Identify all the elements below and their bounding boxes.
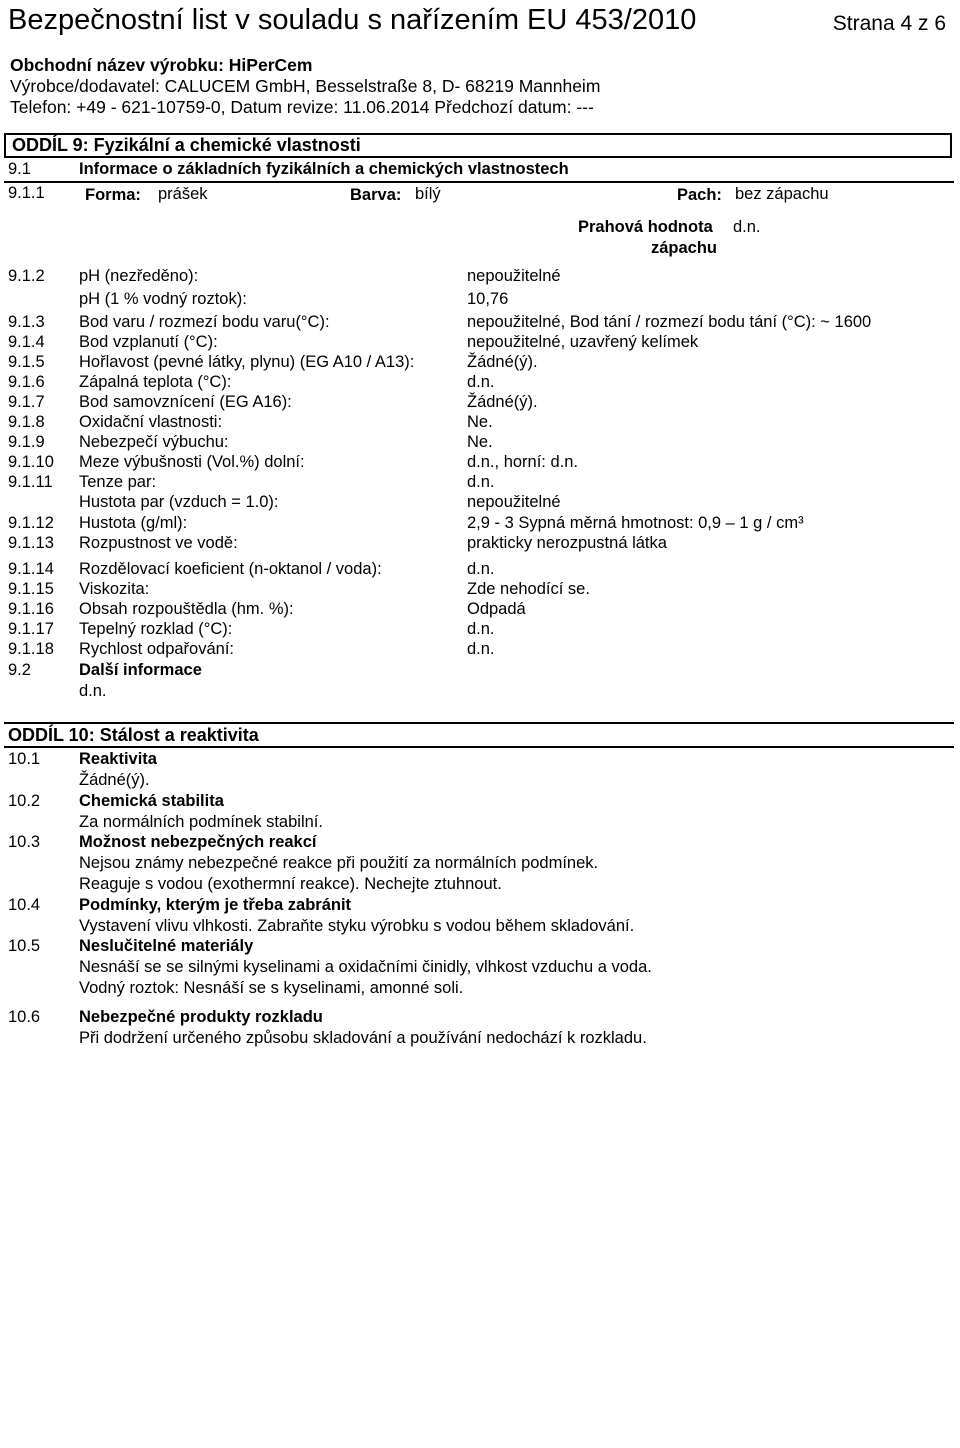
divider	[4, 181, 954, 183]
divider	[4, 746, 954, 748]
property-num: 9.1.7	[8, 393, 45, 411]
s91-label: Informace o základních fyzikálních a chemických vlastnostech	[79, 160, 569, 178]
property-value: nepoužitelné, Bod tání / rozmezí bodu tání (°C): ~ 1600	[467, 313, 872, 331]
property-value: d.n., horní: d.n.	[467, 453, 578, 471]
document-title: Bezpečnostní list v souladu s nařízením EU 453/2010	[8, 4, 697, 36]
item-heading: Reaktivita	[79, 750, 157, 768]
page-number: Strana 4 z 6	[832, 12, 946, 35]
property-value: prakticky nerozpustná látka	[467, 534, 667, 552]
s92-num: 9.2	[8, 661, 31, 679]
property-value: nepoužitelné	[467, 267, 561, 285]
property-value: Zde nehodící se.	[467, 580, 590, 598]
property-value: Odpadá	[467, 600, 526, 618]
property-label: pH (1 % vodný roztok):	[79, 290, 247, 308]
item-text: Žádné(ý).	[79, 771, 150, 789]
item-text: Nejsou známy nebezpečné reakce při použití za normálních podmínek.	[79, 854, 599, 872]
item-text: Za normálních podmínek stabilní.	[79, 813, 323, 831]
property-num: 9.1.9	[8, 433, 45, 451]
property-label: Bod samovznícení (EG A16):	[79, 393, 292, 411]
property-label: Viskozita:	[79, 580, 150, 598]
property-value: Ne.	[467, 433, 493, 451]
item-number: 10.6	[8, 1008, 41, 1026]
prah-label-2: zápachu	[651, 239, 718, 257]
property-num: 9.1.2	[8, 267, 45, 285]
property-num: 9.1.17	[8, 620, 54, 638]
property-label: Obsah rozpouštědla (hm. %):	[79, 600, 294, 618]
item-text: Nesnáší se se silnými kyselinami a oxidačními činidly, vlhkost vzduchu a voda.	[79, 958, 652, 976]
property-value: Žádné(ý).	[467, 353, 538, 371]
property-num: 9.1.5	[8, 353, 45, 371]
item-text: Vodný roztok: Nesnáší se s kyselinami, amonné soli.	[79, 979, 464, 997]
revision-info: Telefon: +49 - 621-10759-0, Datum revize: 11.06.2014 Předchozí datum: ---	[10, 97, 594, 117]
item-text: Vystavení vlivu vlhkosti. Zabraňte styku výrobku s vodou během skladování.	[79, 917, 635, 935]
item-number: 10.4	[8, 896, 41, 914]
property-label: Tepelný rozklad (°C):	[79, 620, 233, 638]
item-number: 10.1	[8, 750, 41, 768]
property-num: 9.1.10	[8, 453, 54, 471]
property-label: Oxidační vlastnosti:	[79, 413, 223, 431]
property-num: 9.1.18	[8, 640, 54, 658]
item-number: 10.2	[8, 792, 41, 810]
property-num: 9.1.14	[8, 560, 54, 578]
section-9-title	[4, 133, 952, 158]
property-value: d.n.	[467, 640, 495, 658]
item-number: 10.3	[8, 833, 41, 851]
item-heading: Nebezpečné produkty rozkladu	[79, 1008, 323, 1026]
item-heading: Chemická stabilita	[79, 792, 224, 810]
property-value: Ne.	[467, 413, 493, 431]
property-label: Rychlost odpařování:	[79, 640, 235, 658]
barva-value: bílý	[415, 185, 441, 203]
item-text: Při dodržení určeného způsobu skladování a používání nedochází k rozkladu.	[79, 1029, 647, 1047]
property-num: 9.1.11	[8, 473, 53, 491]
property-label: Tenze par:	[79, 473, 157, 491]
property-num: 9.1.6	[8, 373, 45, 391]
forma-label: Forma:	[85, 186, 141, 204]
divider	[4, 722, 954, 724]
property-value: Žádné(ý).	[467, 393, 538, 411]
property-value: d.n.	[467, 473, 495, 491]
property-value: d.n.	[467, 620, 495, 638]
product-name: Obchodní název výrobku: HiPerCem	[10, 55, 313, 75]
property-label: Hustota par (vzduch = 1.0):	[79, 493, 279, 511]
property-value: nepoužitelné, uzavřený kelímek	[467, 333, 699, 351]
pach-value: bez zápachu	[735, 185, 829, 203]
property-label: Zápalná teplota (°C):	[79, 373, 232, 391]
property-num: 9.1.3	[8, 313, 45, 331]
property-value: nepoužitelné	[467, 493, 561, 511]
s92-value: d.n.	[79, 682, 107, 700]
property-num: 9.1.8	[8, 413, 45, 431]
item-text: Reaguje s vodou (exothermní reakce). Nechejte ztuhnout.	[79, 875, 502, 893]
section-9-title-text: ODDÍL 9: Fyzikální a chemické vlastnosti	[12, 135, 361, 155]
property-num: 9.1.13	[8, 534, 54, 552]
property-value: 2,9 - 3 Sypná měrná hmotnost: 0,9 – 1 g / cm³	[467, 514, 804, 532]
s911-num: 9.1.1	[8, 184, 45, 202]
property-value: d.n.	[467, 560, 495, 578]
property-label: Meze výbušnosti (Vol.%) dolní:	[79, 453, 305, 471]
barva-label: Barva:	[350, 186, 402, 204]
property-num: 9.1.16	[8, 600, 54, 618]
property-label: Bod vzplanutí (°C):	[79, 333, 218, 351]
property-label: Nebezpečí výbuchu:	[79, 433, 229, 451]
item-number: 10.5	[8, 937, 41, 955]
item-heading: Neslučitelné materiály	[79, 937, 254, 955]
prah-label-1: Prahová hodnota	[578, 218, 713, 236]
property-label: pH (nezředěno):	[79, 267, 199, 285]
pach-label: Pach:	[677, 186, 722, 204]
property-value: 10,76	[467, 290, 509, 308]
s92-label: Další informace	[79, 661, 202, 679]
property-label: Hořlavost (pevné látky, plynu) (EG A10 / A13):	[79, 353, 415, 371]
item-heading: Podmínky, kterým je třeba zabránit	[79, 896, 352, 914]
property-num: 9.1.4	[8, 333, 45, 351]
section-10-title: ODDÍL 10: Stálost a reaktivita	[8, 725, 259, 745]
property-label: Hustota (g/ml):	[79, 514, 188, 532]
manufacturer-info: Výrobce/dodavatel: CALUCEM GmbH, Besselstraße 8, D- 68219 Mannheim	[10, 76, 601, 96]
s91-num: 9.1	[8, 160, 31, 178]
property-label: Bod varu / rozmezí bodu varu(°C):	[79, 313, 330, 331]
item-heading: Možnost nebezpečných reakcí	[79, 833, 317, 851]
property-label: Rozpustnost ve vodě:	[79, 534, 238, 552]
property-label: Rozdělovací koeficient (n-oktanol / voda):	[79, 560, 382, 578]
property-value: d.n.	[467, 373, 495, 391]
prah-value: d.n.	[733, 218, 761, 236]
forma-value: prášek	[158, 185, 208, 203]
property-num: 9.1.15	[8, 580, 54, 598]
property-num: 9.1.12	[8, 514, 54, 532]
